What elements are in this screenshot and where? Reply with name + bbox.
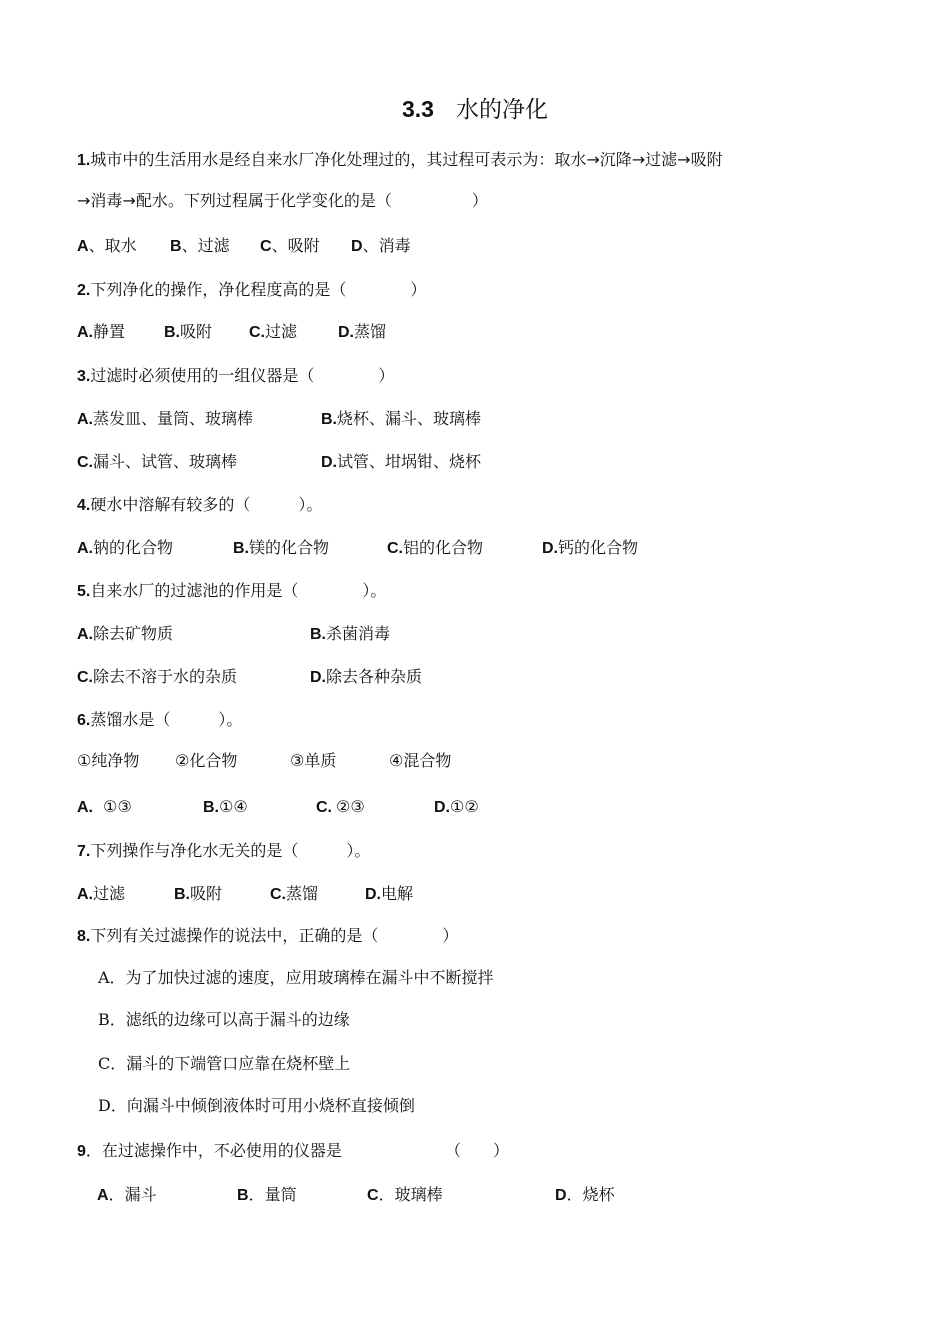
question-8-number: 8. bbox=[77, 928, 91, 945]
question-7-option-c: C.蒸馏 bbox=[270, 884, 319, 903]
question-2-option-c: C.过滤 bbox=[249, 322, 298, 341]
question-7-text: 下列操作与净化水无关的是（ ）。 bbox=[90, 841, 371, 860]
question-1-option-b: B、过滤 bbox=[170, 236, 230, 255]
question-9-option-a: A．漏斗 bbox=[97, 1185, 157, 1204]
question-8-option-c: C．漏斗的下端管口应靠在烧杯壁上 bbox=[98, 1054, 351, 1073]
question-3-number: 3. bbox=[77, 368, 91, 385]
question-7-number: 7. bbox=[77, 843, 91, 860]
question-1-line-2: →消毒→配水。下列过程属于化学变化的是（ ） bbox=[77, 191, 488, 210]
question-5 bbox=[77, 580, 386, 603]
question-6-item-3: ③单质 bbox=[290, 751, 337, 770]
question-8-text: 下列有关过滤操作的说法中，正确的是（ ） bbox=[90, 926, 459, 945]
page-title bbox=[0, 93, 950, 126]
section-number: 3.3 bbox=[402, 96, 434, 122]
question-8-option-a: A．为了加快过滤的速度，应用玻璃棒在漏斗中不断搅拌 bbox=[98, 968, 494, 987]
question-5-option-c: C.除去不溶于水的杂质 bbox=[77, 667, 238, 686]
question-5-option-a: A.除去矿物质 bbox=[77, 624, 174, 643]
question-3 bbox=[77, 365, 394, 388]
question-2-option-a: A.静置 bbox=[77, 322, 126, 341]
question-2-number: 2. bbox=[77, 282, 91, 299]
question-1-option-a: A、取水 bbox=[77, 236, 137, 255]
question-5-option-b: B.杀菌消毒 bbox=[310, 624, 391, 643]
question-6-option-c: C. ②③ bbox=[316, 797, 365, 816]
question-5-text: 自来水厂的过滤池的作用是（ ）。 bbox=[90, 581, 387, 600]
question-5-number: 5. bbox=[77, 583, 91, 600]
question-8 bbox=[77, 925, 458, 948]
question-6-item-1: ①纯净物 bbox=[77, 751, 140, 770]
question-1-line-1 bbox=[77, 149, 723, 172]
question-7 bbox=[77, 840, 370, 863]
question-9-option-d: D．烧杯 bbox=[555, 1185, 615, 1204]
question-3-option-a: A.蒸发皿、量筒、玻璃棒 bbox=[77, 409, 254, 428]
question-9 bbox=[77, 1140, 342, 1163]
question-9-text: ．在过滤操作中，不必使用的仪器是 bbox=[85, 1141, 342, 1160]
question-7-option-d: D.电解 bbox=[365, 884, 414, 903]
section-title: 水的净化 bbox=[455, 97, 548, 123]
question-6 bbox=[77, 709, 242, 732]
question-3-option-b: B.烧杯、漏斗、玻璃棒 bbox=[321, 409, 482, 428]
question-9-number: 9 bbox=[77, 1143, 86, 1160]
question-9-answer-blank: （ ） bbox=[445, 1141, 510, 1160]
question-2-option-d: D.蒸馏 bbox=[338, 322, 387, 341]
question-4-text: 硬水中溶解有较多的（ ）。 bbox=[90, 495, 323, 514]
question-4-option-d: D.钙的化合物 bbox=[542, 538, 639, 557]
question-6-item-4: ④混合物 bbox=[389, 751, 452, 770]
question-4-option-b: B.镁的化合物 bbox=[233, 538, 330, 557]
question-6-number: 6. bbox=[77, 712, 91, 729]
question-4-option-c: C.铝的化合物 bbox=[387, 538, 484, 557]
question-2 bbox=[77, 279, 426, 302]
question-6-option-a: A. ①③ bbox=[77, 797, 132, 816]
question-6-option-d: D.①② bbox=[434, 797, 479, 816]
question-6-item-2: ②化合物 bbox=[175, 751, 238, 770]
question-4 bbox=[77, 494, 322, 517]
question-7-option-a: A.过滤 bbox=[77, 884, 126, 903]
question-7-option-b: B.吸附 bbox=[174, 884, 223, 903]
question-5-option-d: D.除去各种杂质 bbox=[310, 667, 423, 686]
question-1-text: 城市中的生活用水是经自来水厂净化处理过的，其过程可表示为：取水→沉降→过滤→吸附 bbox=[90, 150, 723, 169]
question-9-option-c: C．玻璃棒 bbox=[367, 1185, 443, 1204]
question-3-option-d: D.试管、坩埚钳、烧杯 bbox=[321, 452, 482, 471]
question-3-text: 过滤时必须使用的一组仪器是（ ） bbox=[90, 366, 395, 385]
question-6-text: 蒸馏水是（ ）。 bbox=[90, 710, 243, 729]
question-8-option-d: D．向漏斗中倾倒液体时可用小烧杯直接倾倒 bbox=[98, 1096, 415, 1115]
question-1-number: 1. bbox=[77, 152, 91, 169]
question-3-option-c: C.漏斗、试管、玻璃棒 bbox=[77, 452, 238, 471]
question-1-option-c: C、吸附 bbox=[260, 236, 320, 255]
question-4-number: 4. bbox=[77, 497, 91, 514]
question-2-option-b: B.吸附 bbox=[164, 322, 213, 341]
question-2-text: 下列净化的操作，净化程度高的是（ ） bbox=[90, 280, 427, 299]
question-8-option-b: B．滤纸的边缘可以高于漏斗的边缘 bbox=[98, 1010, 350, 1029]
question-9-option-b: B．量筒 bbox=[237, 1185, 297, 1204]
question-4-option-a: A.钠的化合物 bbox=[77, 538, 174, 557]
question-6-option-b: B.①④ bbox=[203, 797, 248, 816]
question-1-option-d: D、消毒 bbox=[351, 236, 411, 255]
